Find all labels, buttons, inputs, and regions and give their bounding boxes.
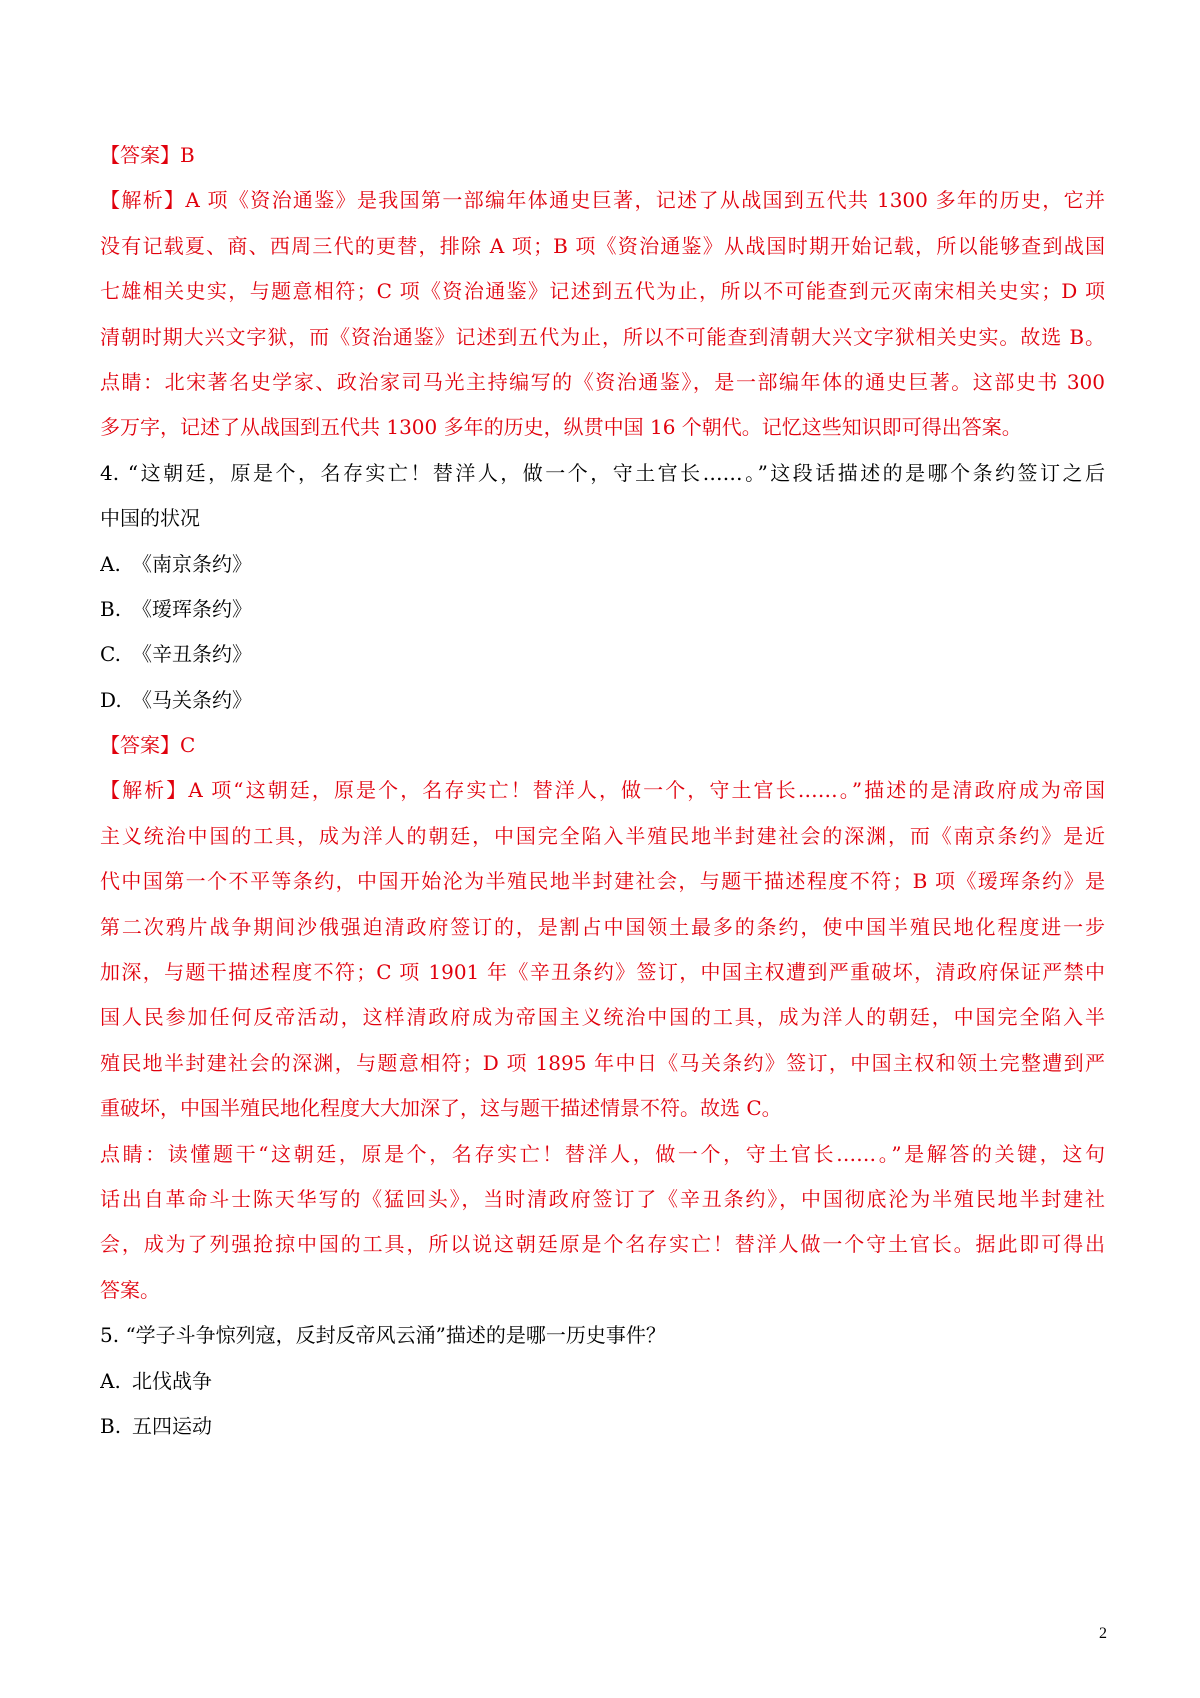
analysis-tag: 【解析】 <box>100 188 186 213</box>
answer-tag: 【答案】 <box>100 143 180 167</box>
q4-question-line: 4. “这朝廷，原是个，名存实亡！替洋人，做一个，守土官长……。”这段话描述的是哪个条约签订之后 <box>100 460 1105 485</box>
option-letter: D. <box>100 687 122 712</box>
q3-answer <box>100 142 1105 168</box>
analysis-text: A 项《资治通鉴》是我国第一部编年体通史巨著，记述了从战国到五代共 1300 多年的历史，它并 <box>185 188 1105 213</box>
q4-analysis-line: 殖民地半封建社会的深渊，与题意相符；D 项 1895 年中日《马关条约》签订，中国主权和领土完整遭到严 <box>100 1050 1105 1075</box>
q4-analysis-line: 重破坏，中国半殖民地化程度大大加深了，这与题干描述情景不符。故选 C。 <box>100 1096 782 1121</box>
answer-tag: 【答案】 <box>100 733 180 758</box>
page-content <box>100 142 1105 1458</box>
q4-question-line: 中国的状况 <box>100 506 200 531</box>
q3-analysis-line: 七雄相关史实，与题意相符；C 项《资治通鉴》记述到五代为止，所以不可能查到元灭南宋相关史实；D 项 <box>100 279 1105 304</box>
page-number: 2 <box>1099 1625 1107 1642</box>
option-text: 五四运动 <box>132 1413 212 1438</box>
q3-tip-line: 多万字，记述了从战国到五代共 1300 多年的历史，纵贯中国 16 个朝代。记忆这些知识即可得出答案。 <box>100 415 1022 440</box>
q3-analysis-line <box>100 187 1105 213</box>
q4-analysis-line <box>100 777 1105 803</box>
q3-analysis-line: 清朝时期大兴文字狱，而《资治通鉴》记述到五代为止，所以不可能查到清朝大兴文字狱相关史实。故选 B。 <box>100 324 1105 349</box>
q4-option-a <box>100 551 1105 577</box>
option-text: 《瑷珲条约》 <box>132 596 252 621</box>
option-letter: A. <box>100 1368 121 1393</box>
q4-analysis-line: 加深，与题干描述程度不符；C 项 1901 年《辛丑条约》签订，中国主权遭到严重破坏，清政府保证严禁中 <box>100 960 1105 985</box>
option-text: 《马关条约》 <box>132 687 252 712</box>
q4-analysis-line: 代中国第一个不平等条约，中国开始沦为半殖民地半封建社会，与题干描述程度不符；B 项《瑷珲条约》是 <box>100 869 1105 894</box>
option-letter: C. <box>100 642 121 667</box>
option-letter: B. <box>100 1413 122 1438</box>
option-text: 北伐战争 <box>132 1368 212 1393</box>
q5-option-b <box>100 1413 1105 1439</box>
analysis-tag: 【解析】 <box>100 778 189 803</box>
q4-analysis-line: 第二次鸦片战争期间沙俄强迫清政府签订的，是割占中国领土最多的条约，使中国半殖民地化程度进一步 <box>100 914 1105 939</box>
q4-option-d <box>100 687 1105 713</box>
q4-tip-line: 会，成为了列强抢掠中国的工具，所以说这朝廷原是个名存实亡！替洋人做一个守土官长。据此即可得出 <box>100 1232 1105 1257</box>
q4-analysis-line: 主义统治中国的工具，成为洋人的朝廷，中国完全陷入半殖民地半封建社会的深渊，而《南京条约》是近 <box>100 823 1105 848</box>
answer-value: C <box>180 733 196 758</box>
q4-analysis-line: 国人民参加任何反帝活动，这样清政府成为帝国主义统治中国的工具，成为洋人的朝廷，中国完全陷入半 <box>100 1005 1105 1030</box>
q4-tip-line: 点睛：读懂题干“这朝廷，原是个，名存实亡！替洋人，做一个，守土官长……。”是解答的关键，这句 <box>100 1141 1105 1166</box>
option-letter: B. <box>100 596 122 621</box>
q4-tip-line: 答案。 <box>100 1277 160 1302</box>
q4-option-c <box>100 641 1105 667</box>
analysis-text: A 项“这朝廷，原是个，名存实亡！替洋人，做一个，守土官长……。”描述的是清政府成为帝国 <box>188 778 1105 803</box>
option-text: 《南京条约》 <box>132 551 252 576</box>
q4-option-b <box>100 596 1105 622</box>
option-text: 《辛丑条约》 <box>132 642 252 667</box>
answer-value: B <box>180 143 195 167</box>
q3-analysis-line: 没有记载夏、商、西周三代的更替，排除 A 项；B 项《资治通鉴》从战国时期开始记载，所以能够查到战国 <box>100 233 1105 258</box>
q4-tip-line: 话出自革命斗士陈天华写的《猛回头》，当时清政府签订了《辛丑条约》，中国彻底沦为半殖民地半封建社 <box>100 1186 1105 1211</box>
q5-question-line: 5. “学子斗争惊列寇，反封反帝风云涌”描述的是哪一历史事件？ <box>100 1323 666 1348</box>
q4-answer <box>100 732 1105 758</box>
q5-option-a <box>100 1368 1105 1394</box>
q3-tip-line: 点睛：北宋著名史学家、政治家司马光主持编写的《资治通鉴》，是一部编年体的通史巨著。这部史书 300 <box>100 369 1105 394</box>
option-letter: A. <box>100 551 121 576</box>
